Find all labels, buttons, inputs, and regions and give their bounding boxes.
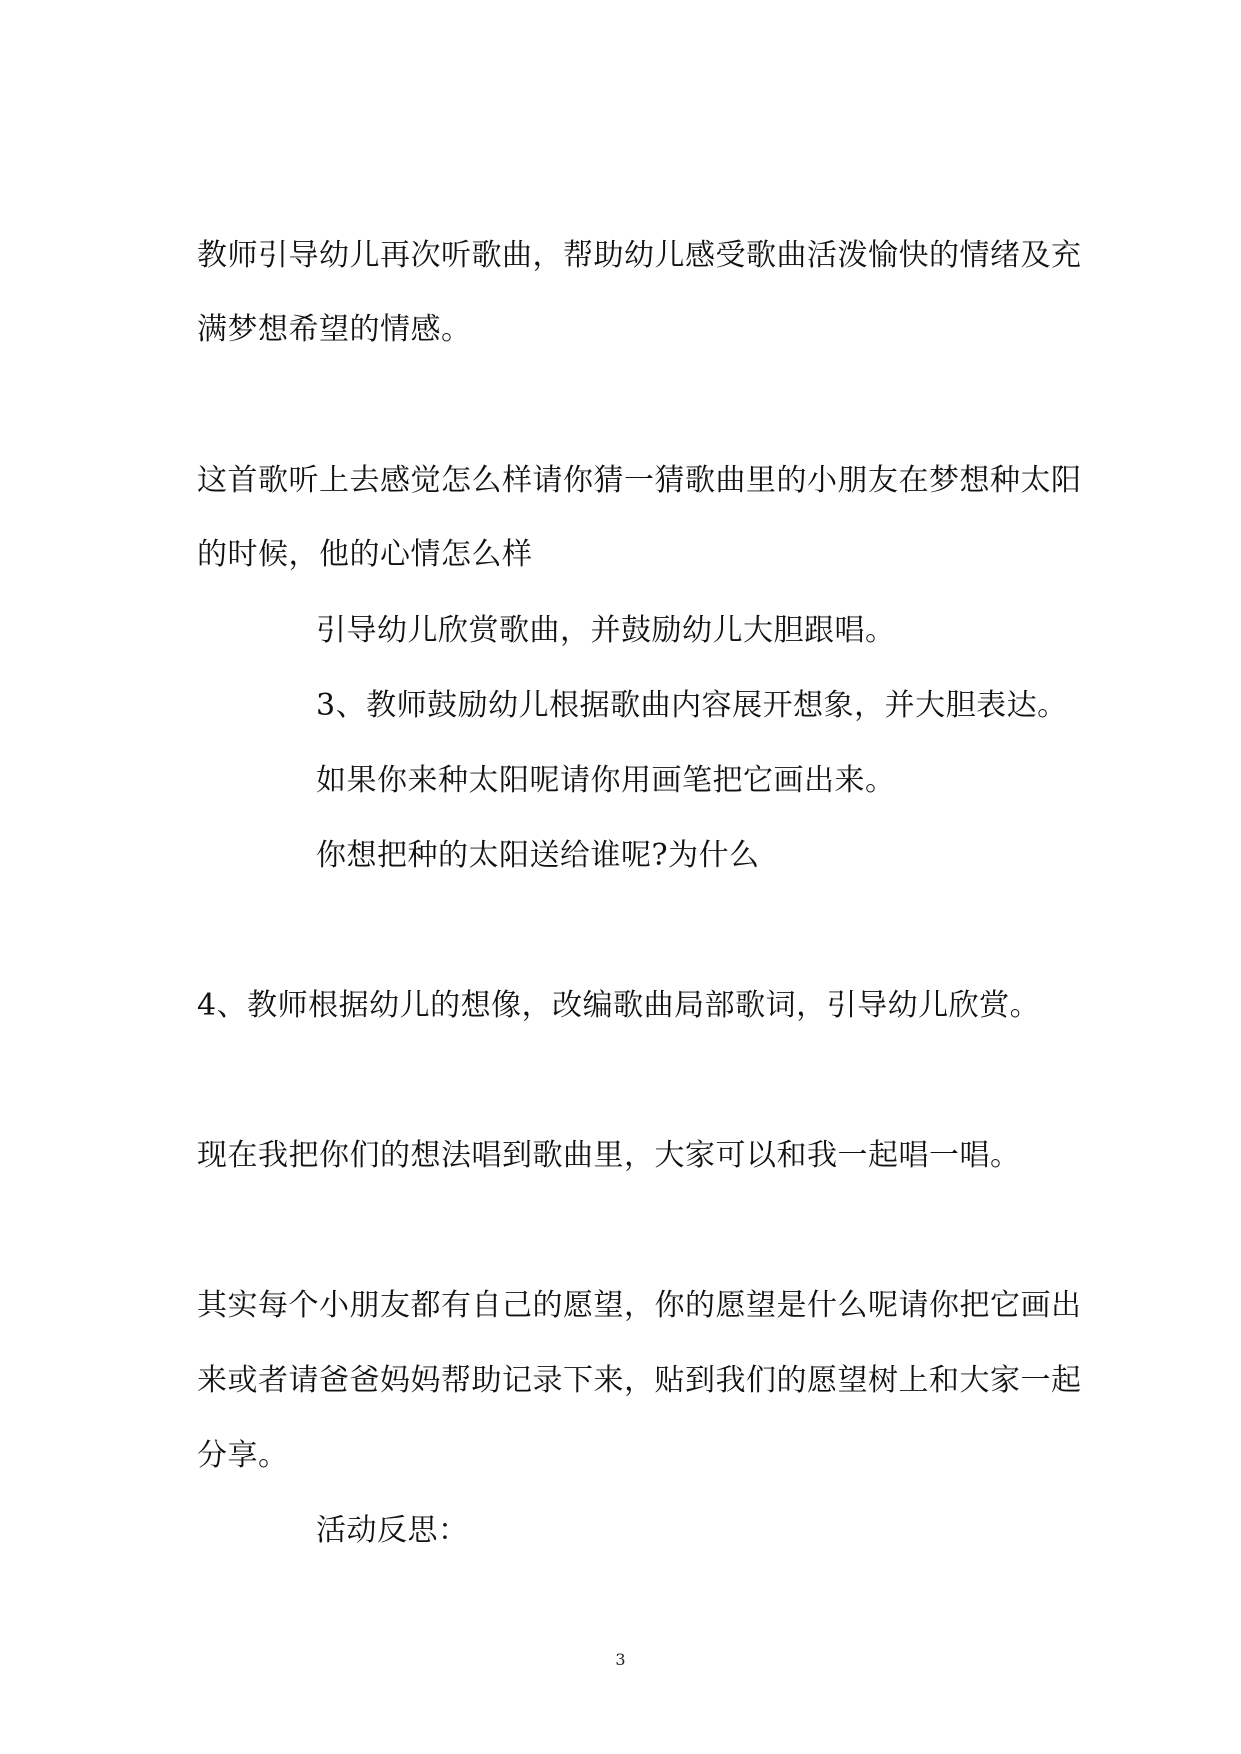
- paragraph-1-line-1: 教师引导幼儿再次听歌曲，帮助幼儿感受歌曲活泼愉快的情绪及充: [197, 238, 1082, 273]
- paragraph-9-line-1: 其实每个小朋友都有自己的愿望，你的愿望是什么呢请你把它画出: [197, 1288, 1082, 1323]
- paragraph-6-line-1: 你想把种的太阳送给谁呢?为什么: [316, 838, 760, 873]
- paragraph-10-line-1: 活动反思：: [316, 1513, 469, 1548]
- paragraph-7-line-1: 4、教师根据幼儿的想像，改编歌曲局部歌词，引导幼儿欣赏。: [197, 988, 1041, 1023]
- page-number: 3: [615, 1650, 626, 1669]
- paragraph-1-line-2: 满梦想希望的情感。: [197, 312, 472, 347]
- paragraph-4-line-1: 3、教师鼓励幼儿根据歌曲内容展开想象，并大胆表达。: [316, 688, 1068, 723]
- paragraph-8-line-1: 现在我把你们的想法唱到歌曲里，大家可以和我一起唱一唱。: [197, 1138, 1021, 1173]
- paragraph-2-line-1: 这首歌听上去感觉怎么样请你猜一猜歌曲里的小朋友在梦想种太阳: [197, 463, 1082, 498]
- paragraph-3-line-1: 引导幼儿欣赏歌曲，并鼓励幼儿大胆跟唱。: [316, 613, 896, 648]
- paragraph-2-line-2: 的时候，他的心情怎么样: [197, 537, 533, 572]
- paragraph-9-line-3: 分享。: [197, 1438, 289, 1473]
- paragraph-5-line-1: 如果你来种太阳呢请你用画笔把它画出来。: [316, 763, 896, 798]
- paragraph-9-line-2: 来或者请爸爸妈妈帮助记录下来，贴到我们的愿望树上和大家一起: [197, 1363, 1082, 1398]
